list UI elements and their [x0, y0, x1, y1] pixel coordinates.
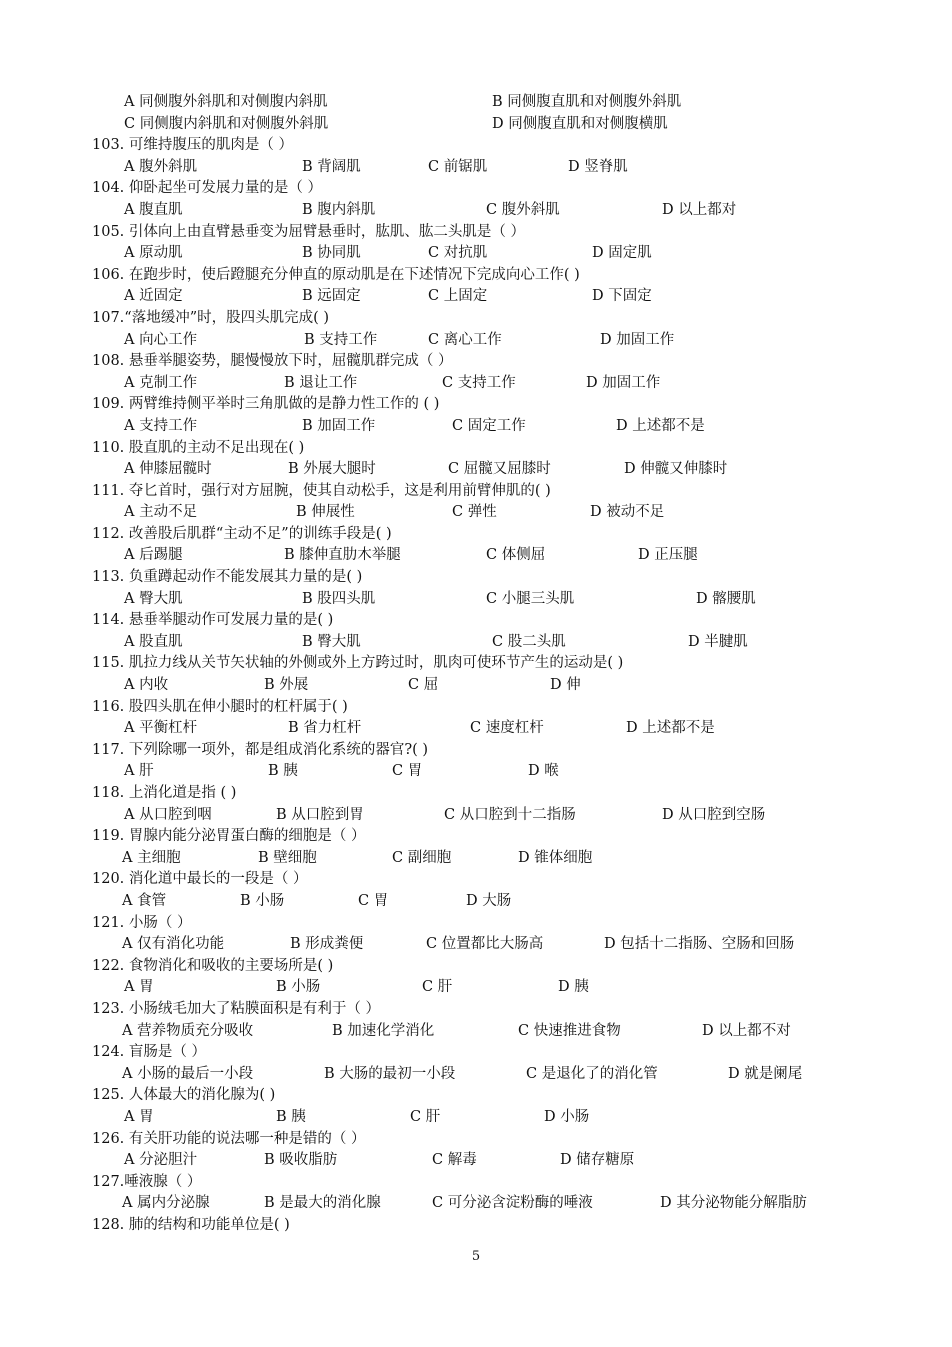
option: B 加速化学消化	[332, 1022, 435, 1039]
option: A 主细胞	[122, 849, 181, 866]
option: C 弹性	[452, 504, 497, 521]
option: D 其分泌物能分解脂肪	[660, 1195, 807, 1212]
option: C 速度杠杆	[470, 720, 544, 737]
option: D 从口腔到空肠	[662, 806, 766, 823]
option: B 腹内斜肌	[302, 201, 376, 218]
option: C 小腿三头肌	[486, 590, 575, 607]
option: C 胃	[392, 763, 423, 780]
option: C 体侧屈	[486, 547, 546, 564]
option: B 胰	[268, 763, 298, 780]
option: D 大肠	[466, 892, 512, 909]
option: B 伸展性	[296, 504, 355, 521]
options-row	[92, 157, 872, 179]
option: D 上述都不是	[626, 720, 715, 737]
option: C 胃	[358, 892, 389, 909]
question-text: 105. 引体向上由直臂悬垂变为屈臂悬垂时，肱肌、肱二头肌是（ ）	[92, 223, 526, 240]
option: A 支持工作	[124, 417, 198, 434]
option: B 同侧腹直肌和对侧腹外斜肌	[492, 94, 682, 110]
option: B 壁细胞	[258, 849, 317, 866]
question-text: 127.唾液腺（ ）	[92, 1173, 202, 1190]
question-text: 117. 下列除哪一项外，都是组成消化系统的器官?( )	[92, 741, 429, 758]
option: C 解毒	[432, 1152, 477, 1169]
question-text: 103. 可维持腹压的肌肉是（ ）	[92, 137, 294, 154]
option: D 半腱肌	[688, 633, 748, 650]
option: B 远固定	[302, 288, 361, 305]
question-text: 113. 负重蹲起动作不能发展其力量的是( )	[92, 569, 363, 586]
question-text: 118. 上消化道是指 ( )	[92, 785, 237, 801]
question-text: 120. 消化道中最长的一段是（ ）	[92, 871, 308, 888]
options-row	[92, 1064, 872, 1086]
question-text: 128. 肺的结构和功能单位是( )	[92, 1216, 290, 1233]
question-text: 115. 肌拉力线从关节矢状轴的外侧或外上方跨过时，肌肉可使环节产生的运动是( )	[92, 655, 624, 672]
option: B 从口腔到胃	[276, 806, 364, 823]
option: C 同侧腹内斜肌和对侧腹外斜肌	[124, 115, 329, 132]
options-row	[92, 761, 872, 783]
option: A 仅有消化功能	[122, 936, 225, 953]
option: C 对抗肌	[428, 245, 488, 262]
option: B 退让工作	[284, 374, 358, 391]
option: A 腹直肌	[124, 201, 183, 218]
options-row	[92, 1107, 872, 1129]
question-text: 124. 盲肠是（ ）	[92, 1044, 207, 1061]
option: D 髂腰肌	[696, 590, 756, 607]
options-row	[92, 977, 872, 999]
page-number: 5	[471, 1249, 481, 1264]
option: D 包括十二指肠、空肠和回肠	[604, 936, 795, 953]
option: C 支持工作	[442, 374, 516, 391]
options-row	[92, 891, 872, 913]
question-text: 125. 人体最大的消化腺为( )	[92, 1087, 276, 1104]
options-row	[92, 718, 872, 740]
option: B 协同肌	[302, 245, 361, 262]
option: A 从口腔到咽	[124, 806, 212, 823]
options-row	[92, 805, 872, 827]
option: A 后踢腿	[124, 547, 183, 564]
top-options-row	[92, 114, 872, 136]
options-row	[92, 416, 872, 438]
option: A 肝	[124, 763, 154, 780]
option: C 肝	[410, 1108, 441, 1125]
question-text: 119. 胃腺内能分泌胃蛋白酶的细胞是（ ）	[92, 828, 366, 845]
option: A 克制工作	[124, 374, 198, 391]
option: C 屈	[408, 677, 439, 694]
option: D 喉	[528, 763, 559, 780]
option: C 可分泌含淀粉酶的唾液	[432, 1195, 593, 1212]
options-row	[92, 675, 872, 697]
option: A 分泌胆汁	[124, 1152, 198, 1169]
option: B 省力杠杆	[288, 720, 362, 737]
option: D 上述都不是	[616, 417, 705, 434]
options-row	[92, 545, 872, 567]
options-row	[92, 330, 872, 352]
option: A 营养物质充分吸收	[122, 1022, 254, 1039]
option: C 从口腔到十二指肠	[444, 806, 576, 823]
options-row	[92, 848, 872, 870]
question-list	[92, 92, 872, 1236]
option: A 内收	[124, 677, 169, 694]
question-text: 121. 小肠（ ）	[92, 914, 192, 931]
option: D 锥体细胞	[518, 849, 593, 866]
options-row	[92, 200, 872, 222]
question-text: 106. 在跑步时，使后蹬腿充分伸直的原动肌是在下述情况下完成向心工作( )	[92, 266, 580, 283]
option: B 是最大的消化腺	[264, 1195, 381, 1212]
option: D 固定肌	[592, 245, 652, 262]
option: D 就是阑尾	[728, 1065, 803, 1082]
option: A 原动肌	[124, 245, 183, 262]
option: A 同侧腹外斜肌和对侧腹内斜肌	[124, 94, 328, 110]
option: A 小肠的最后一小段	[122, 1065, 254, 1082]
question-text: 111. 夺匕首时，强行对方屈腕，使其自动松手，这是利用前臂伸肌的( )	[92, 482, 551, 499]
top-options-row	[92, 92, 872, 114]
option: A 伸膝屈髋时	[124, 461, 212, 478]
option: C 是退化了的消化管	[526, 1065, 658, 1082]
options-row	[92, 1150, 872, 1172]
option: A 属内分泌腺	[122, 1195, 210, 1212]
option: B 外展	[264, 677, 309, 694]
option: B 加固工作	[302, 417, 376, 434]
option: B 臀大肌	[302, 633, 361, 650]
options-row	[92, 243, 872, 265]
option: B 外展大腿时	[288, 461, 376, 478]
option: A 胃	[124, 979, 154, 996]
option: D 被动不足	[590, 504, 665, 521]
option: D 下固定	[592, 288, 652, 305]
option: C 副细胞	[392, 849, 452, 866]
option: C 前锯肌	[428, 158, 488, 175]
options-row	[92, 459, 872, 481]
option: D 加固工作	[600, 331, 675, 348]
options-row	[92, 286, 872, 308]
options-row	[92, 589, 872, 611]
option: A 胃	[124, 1108, 154, 1125]
option: C 固定工作	[452, 417, 526, 434]
option: D 储存糖原	[560, 1152, 635, 1169]
option: B 形成粪便	[290, 936, 364, 953]
option: B 吸收脂肪	[264, 1152, 338, 1169]
option: D 竖脊肌	[568, 158, 628, 175]
option: C 肝	[422, 979, 453, 996]
option: D 伸	[550, 677, 581, 694]
options-row	[92, 1193, 872, 1215]
option: B 小肠	[276, 979, 321, 996]
question-text: 108. 悬垂举腿姿势，腿慢慢放下时，屈髋肌群完成（ ）	[92, 353, 453, 370]
option: A 食管	[122, 892, 167, 909]
option: D 伸髋又伸膝时	[624, 461, 728, 478]
option: B 背阔肌	[302, 158, 361, 175]
option: A 近固定	[124, 288, 183, 305]
option: A 平衡杠杆	[124, 720, 198, 737]
option: A 向心工作	[124, 331, 198, 348]
question-text: 114. 悬垂举腿动作可发展力量的是( )	[92, 612, 334, 629]
options-row	[92, 632, 872, 654]
option: A 臀大肌	[124, 590, 183, 607]
option: D 胰	[558, 979, 589, 996]
question-text: 107.“落地缓冲”时，股四头肌完成( )	[92, 309, 330, 326]
option: A 股直肌	[124, 633, 183, 650]
option: B 胰	[276, 1108, 306, 1125]
question-text: 110. 股直肌的主动不足出现在( )	[92, 439, 305, 456]
option: A 腹外斜肌	[124, 158, 198, 175]
options-row	[92, 373, 872, 395]
question-text: 109. 两臂维持侧平举时三角肌做的是静力性工作的 ( )	[92, 396, 440, 413]
option: C 离心工作	[428, 331, 502, 348]
question-text: 123. 小肠绒毛加大了粘膜面积是有利于（ ）	[92, 1000, 381, 1017]
option: C 屈髋又屈膝时	[448, 461, 551, 478]
option: B 股四头肌	[302, 590, 376, 607]
option: C 上固定	[428, 288, 488, 305]
question-text: 122. 食物消化和吸收的主要场所是( )	[92, 957, 334, 974]
option: B 支持工作	[304, 331, 378, 348]
option: D 正压腿	[638, 547, 698, 564]
option: D 小肠	[544, 1108, 590, 1125]
option: B 小肠	[240, 892, 285, 909]
question-text: 104. 仰卧起坐可发展力量的是（ ）	[92, 180, 323, 197]
option: C 快速推进食物	[518, 1022, 621, 1039]
question-text: 126. 有关肝功能的说法哪一种是错的（ ）	[92, 1130, 366, 1147]
options-row	[92, 1021, 872, 1043]
question-text: 112. 改善股后肌群“主动不足”的训练手段是( )	[92, 525, 392, 542]
option: A 主动不足	[124, 504, 198, 521]
option: D 以上都不对	[702, 1022, 791, 1039]
options-row	[92, 934, 872, 956]
option: D 加固工作	[586, 374, 661, 391]
option: C 腹外斜肌	[486, 201, 560, 218]
option: C 位置都比大肠高	[426, 936, 544, 953]
option: C 股二头肌	[492, 633, 566, 650]
option: D 同侧腹直肌和对侧腹横肌	[492, 115, 668, 132]
option: B 大肠的最初一小段	[324, 1065, 456, 1082]
options-row	[92, 502, 872, 524]
option: D 以上都对	[662, 201, 737, 218]
option: B 膝伸直肋木举腿	[284, 547, 401, 564]
question-text: 116. 股四头肌在伸小腿时的杠杆属于( )	[92, 698, 348, 715]
